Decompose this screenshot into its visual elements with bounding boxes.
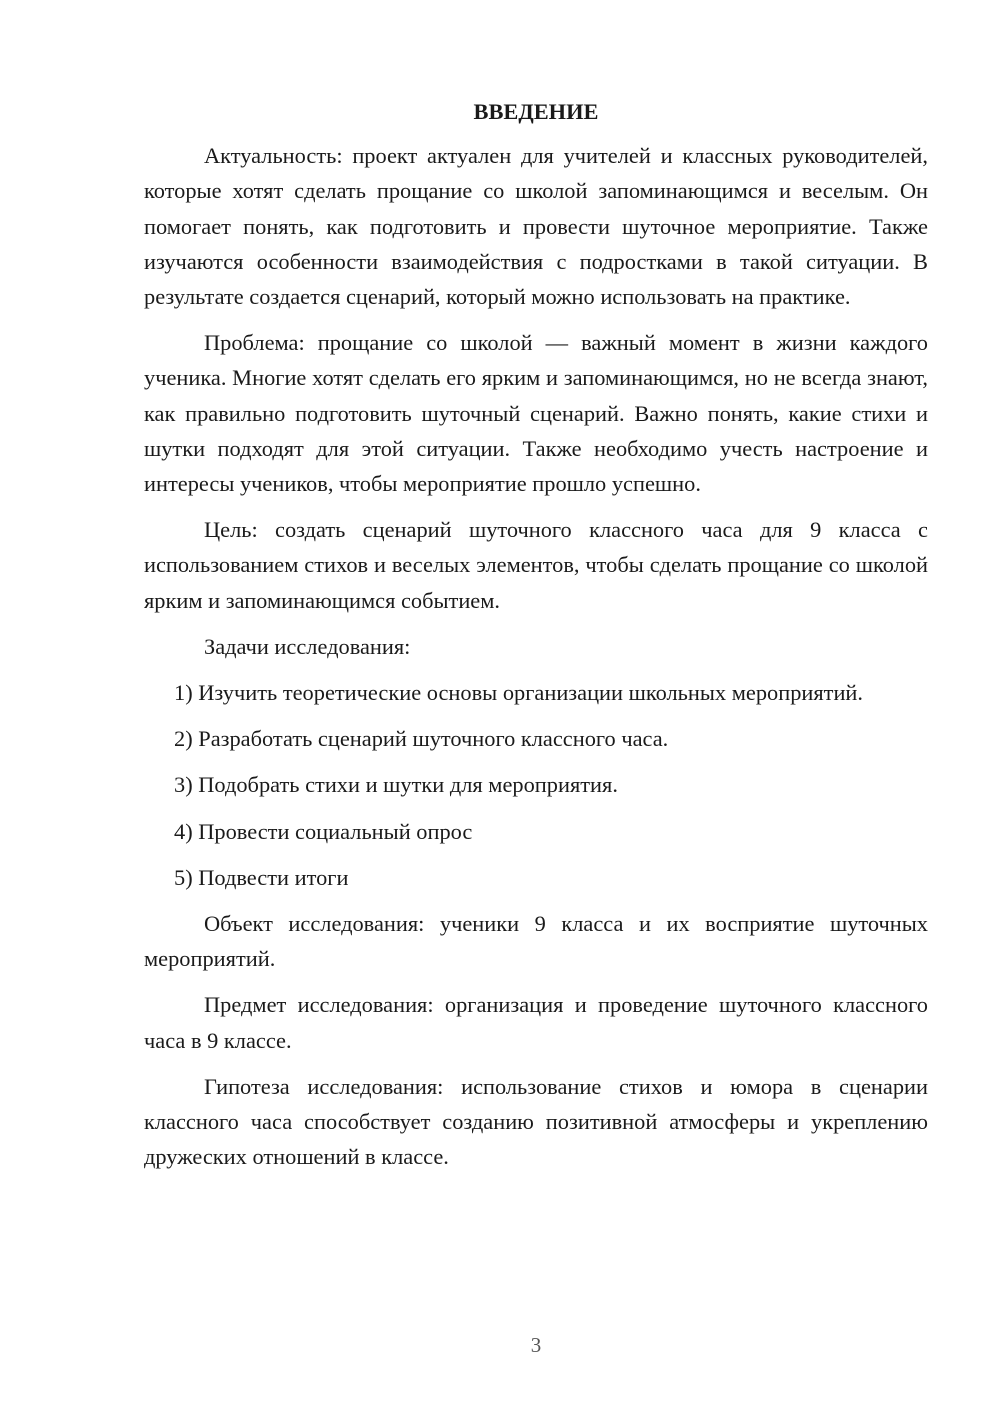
- problem-paragraph: Проблема: прощание со школой — важный момент в жизни каждого ученика. Многие хотят сделать его ярким и запоминающимся, но не всегда знают, как правильно подготовить шуточный сценарий. Важно понять, какие стихи и шутки подходят для этой ситуации. Также необходимо учесть настроение и интересы учеников, чтобы мероприятие прошло успешно.: [144, 330, 928, 497]
- page-number: 3: [530, 1333, 542, 1357]
- hypothesis-paragraph: Гипотеза исследования: использование стихов и юмора в сценарии классного часа способствует созданию позитивной атмосферы и укреплению дружеских отношений в классе.: [144, 1073, 928, 1170]
- task-item-4: 4) Провести социальный опрос: [174, 818, 473, 844]
- tasks-heading: Задачи исследования:: [204, 633, 411, 659]
- document-page: [144, 94, 928, 1185]
- section-title: ВВЕДЕНИЕ: [473, 99, 599, 124]
- subject-paragraph: Предмет исследования: организация и проведение шуточного классного часа в 9 классе.: [144, 992, 928, 1053]
- relevance-paragraph: Актуальность: проект актуален для учителей и классных руководителей, которые хотят сделать прощание со школой запоминающимся и веселым. Он помогает понять, как подготовить и провести шуточное мероприятие. Также изучаются особенности взаимодействия с подростками в такой ситуации. В результате создается сценарий, который можно использовать на практике.: [144, 143, 928, 310]
- task-item-1: 1) Изучить теоретические основы организации школьных мероприятий.: [174, 680, 864, 706]
- object-paragraph: Объект исследования: ученики 9 класса и их восприятие шуточных мероприятий.: [144, 911, 928, 972]
- task-item-5: 5) Подвести итоги: [174, 864, 349, 890]
- task-item-3: 3) Подобрать стихи и шутки для мероприятия.: [174, 772, 618, 798]
- goal-paragraph: Цель: создать сценарий шуточного классного часа для 9 класса с использованием стихов и веселых элементов, чтобы сделать прощание со школой ярким и запоминающимся событием.: [144, 517, 928, 613]
- task-item-2: 2) Разработать сценарий шуточного классного часа.: [174, 726, 669, 752]
